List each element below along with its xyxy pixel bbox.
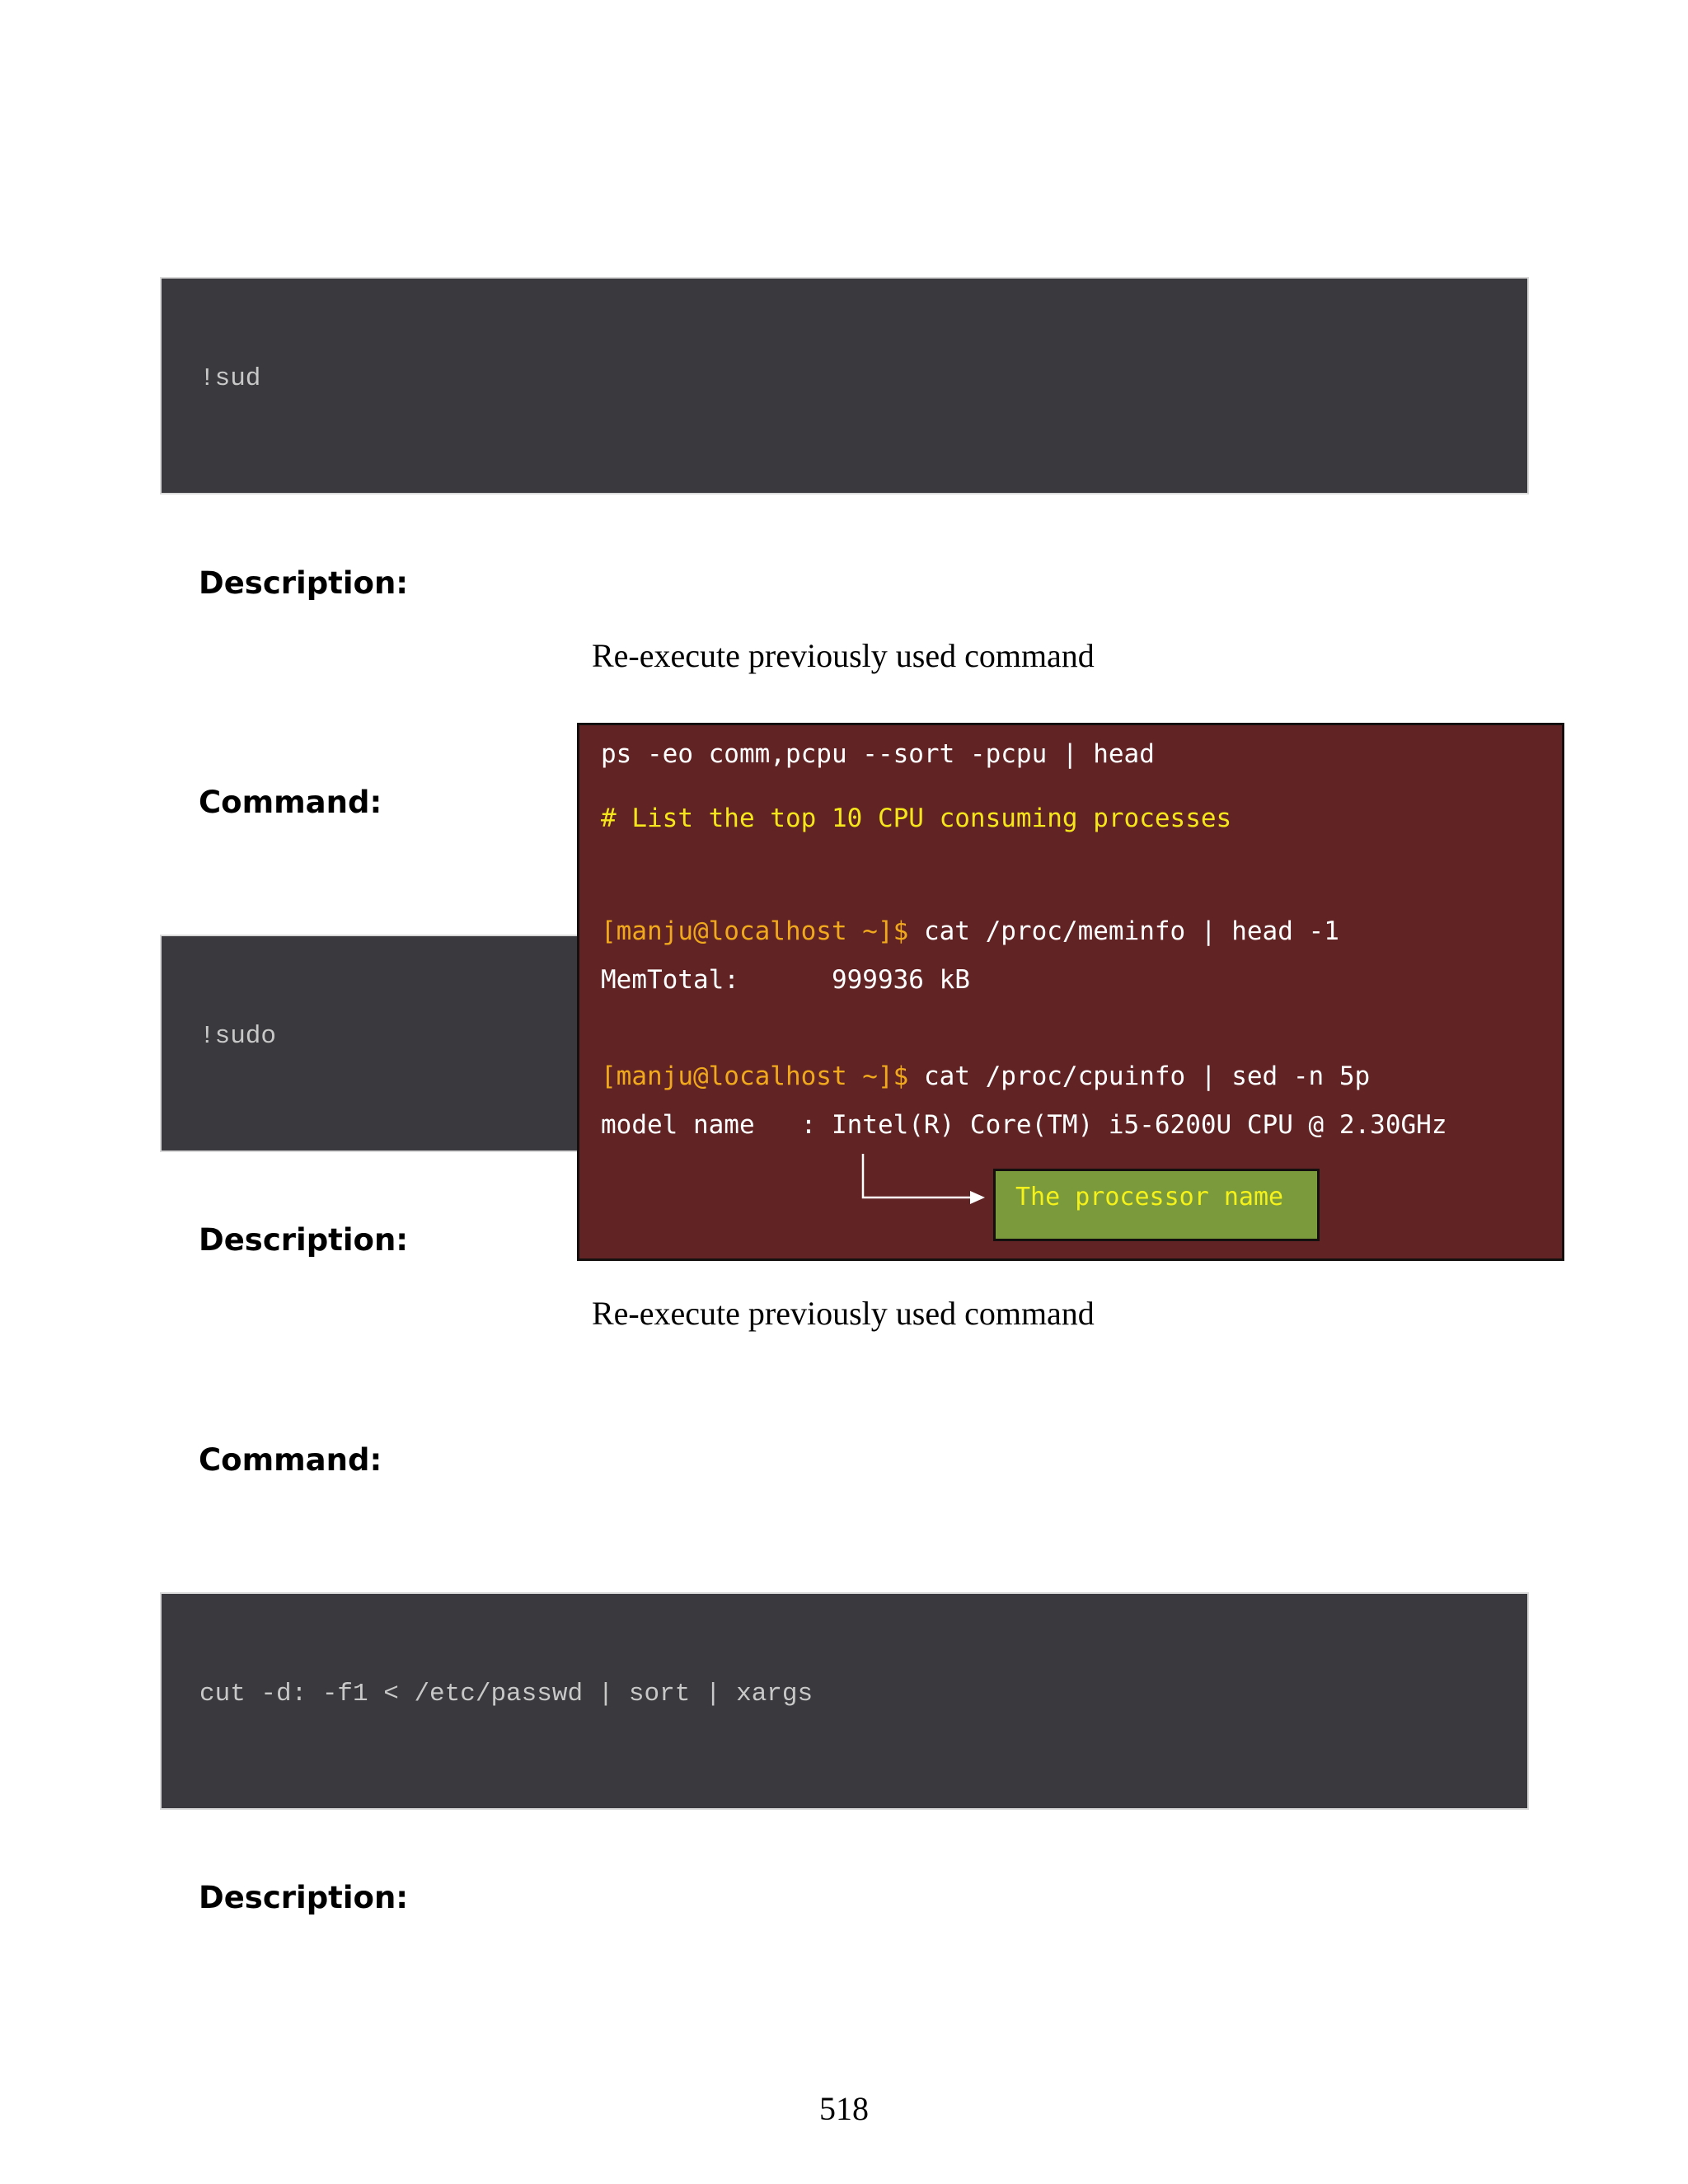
command-label: Command: <box>199 785 382 820</box>
command-label: Command: <box>199 1442 382 1478</box>
terminal-output-memtotal: MemTotal: 999936 kB <box>601 965 970 995</box>
terminal-comment: # List the top 10 CPU consuming processes <box>601 804 1232 833</box>
terminal-line-ps: ps -eo comm,pcpu --sort -pcpu | head <box>601 739 1155 769</box>
terminal-screenshot <box>577 723 1564 1261</box>
code-block-cut <box>160 1592 1529 1810</box>
code-block-sud <box>160 277 1529 494</box>
code-text: !sud <box>199 364 261 393</box>
description-label: Description: <box>199 565 409 601</box>
terminal-output-model-name: model name : Intel(R) Core(TM) i5-6200U CPU @ 2.30GHz <box>601 1110 1447 1140</box>
code-text: cut -d: -f1 < /etc/passwd | sort | xargs <box>199 1680 814 1708</box>
code-text: !sudo <box>199 1022 277 1051</box>
page-number: 518 <box>819 2090 869 2127</box>
shell-prompt: [manju@localhost ~]$ <box>601 916 909 946</box>
description-label: Description: <box>199 1880 409 1915</box>
processor-name-callout: The processor name <box>993 1169 1320 1241</box>
description-text: Re-execute previously used command <box>592 637 1095 674</box>
shell-prompt: [manju@localhost ~]$ <box>601 1062 909 1091</box>
shell-command: cat /proc/meminfo | head -1 <box>908 916 1339 946</box>
shell-command: cat /proc/cpuinfo | sed -n 5p <box>908 1062 1371 1091</box>
description-label: Description: <box>199 1222 409 1258</box>
description-text: Re-execute previously used command <box>592 1295 1095 1332</box>
